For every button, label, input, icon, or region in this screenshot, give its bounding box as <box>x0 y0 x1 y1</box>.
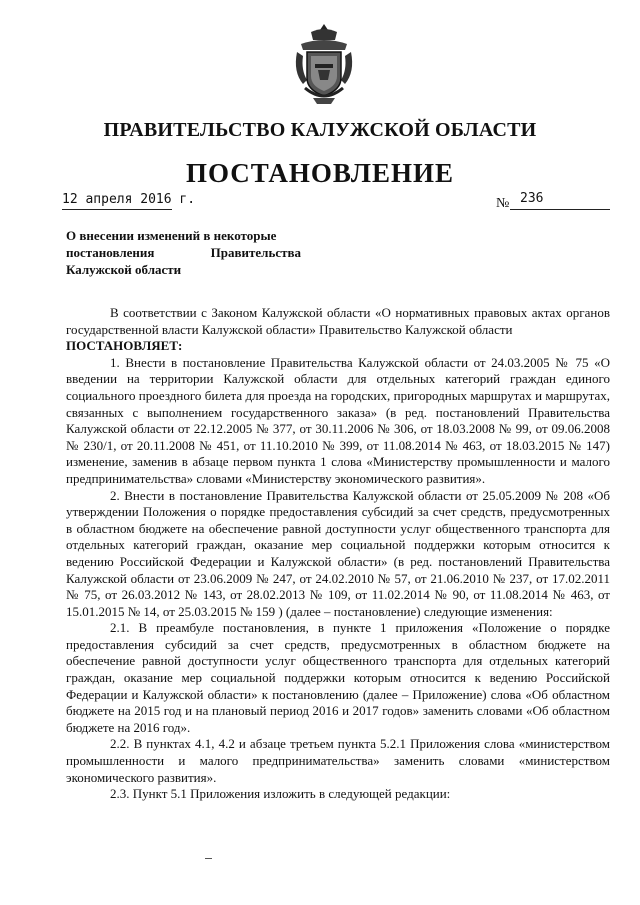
document-subject <box>66 227 301 278</box>
government-title: ПРАВИТЕЛЬСТВО КАЛУЖСКОЙ ОБЛАСТИ <box>103 119 537 141</box>
paragraph-item-1: 1. Внести в постановление Правительства Калужской области от 24.03.2005 № 75 «О введении на территории Калужской области для отдельных категорий граждан единого социального проездного билета для проезда на городских, пригородных маршрутах и маршрутах, связанных с выполнением государственного заказа» (в ред. постановлений Правительства Калужской области от 22.12.2005 № 377, от 30.11.2006 № 306, от 18.03.2008 № 99, от 09.06.2008 № 230/1, от 20.11.2008 № 451, от 11.10.2010 № 399, от 11.08.2014 № 463, от 18.03.2015 № 147) изменение, заменив в абзаце первом пункта 1 слова «Министерству промышленности и малого предпринимательства» словами «Министерству экономического развития». <box>66 354 610 486</box>
paragraph-item-2: 2. Внести в постановление Правительства Калужской области от 25.05.2009 № 208 «Об утверждении Положения о порядке предоставления субсидий за счет средств, предусмотренных в областном бюджете на обеспечение равной доступности услуг общественного транспорта для отдельных категорий граждан, оказание мер социальной поддержки которым относится к ведению Российской Федерации и Калужской области» (в ред. постановлений Правительства Калужской области от 23.06.2009 № 247, от 24.02.2010 № 57, от 21.06.2010 № 237, от 17.02.2011 № 75, от 26.03.2012 № 143, от 28.02.2013 № 109, от 11.02.2014 № 90, от 11.08.2014 № 463, от 15.01.2015 № 14, от 25.03.2015 № 159 ) (далее – постановление) следующие изменения: <box>66 487 610 619</box>
coat-of-arms-icon <box>293 22 355 106</box>
document-number: 236 <box>520 191 544 206</box>
subject-line-2 <box>66 244 301 261</box>
number-sign: № <box>496 196 510 211</box>
subject-line-1: О внесении изменений в некоторые <box>66 228 277 243</box>
subject-line-3: Калужской области <box>66 262 182 277</box>
document-type-title: ПОСТАНОВЛЕНИЕ <box>185 158 455 188</box>
stray-mark <box>205 858 212 859</box>
document-body <box>66 305 610 803</box>
paragraph-item-2-1: 2.1. В преамбуле постановления, в пункте 1 приложения «Положение о порядке предоставления субсидий за счет средств, предусмотренных в областном бюджете на обеспечение равной доступности услуг общественного транспорта для отдельных категорий граждан, оказание мер социальной поддержки которым относится к ведению Российской Федерации и Калужской области» к постановлению (далее – Приложение) слова «Об областном бюджете на 2015 год и на плановый период 2016 и 2017 годов» заменить словами «Об областном бюджете на 2016 год». <box>66 620 610 735</box>
subject-line-2a: постановления <box>66 245 155 260</box>
intro-paragraph: В соответствии с Законом Калужской области «О нормативных правовых актах органов государственной власти Калужской области» Правительство Калужской области <box>66 305 610 337</box>
subject-line-2b: Правительства <box>210 245 301 260</box>
decree-word: ПОСТАНОВЛЯЕТ: <box>66 338 183 354</box>
paragraph-item-2-2: 2.2. В пунктах 4.1, 4.2 и абзаце третьем пункта 5.2.1 Приложения слова «министерством промышленности и малого предпринимательства» заменить словами «министерством экономического развития». <box>66 736 610 785</box>
paragraph-item-2-3: 2.3. Пункт 5.1 Приложения изложить в следующей редакции: <box>110 786 451 802</box>
number-underline <box>510 209 610 210</box>
date-underline <box>62 209 172 210</box>
document-date: 12 апреля 2016 г. <box>62 192 196 207</box>
